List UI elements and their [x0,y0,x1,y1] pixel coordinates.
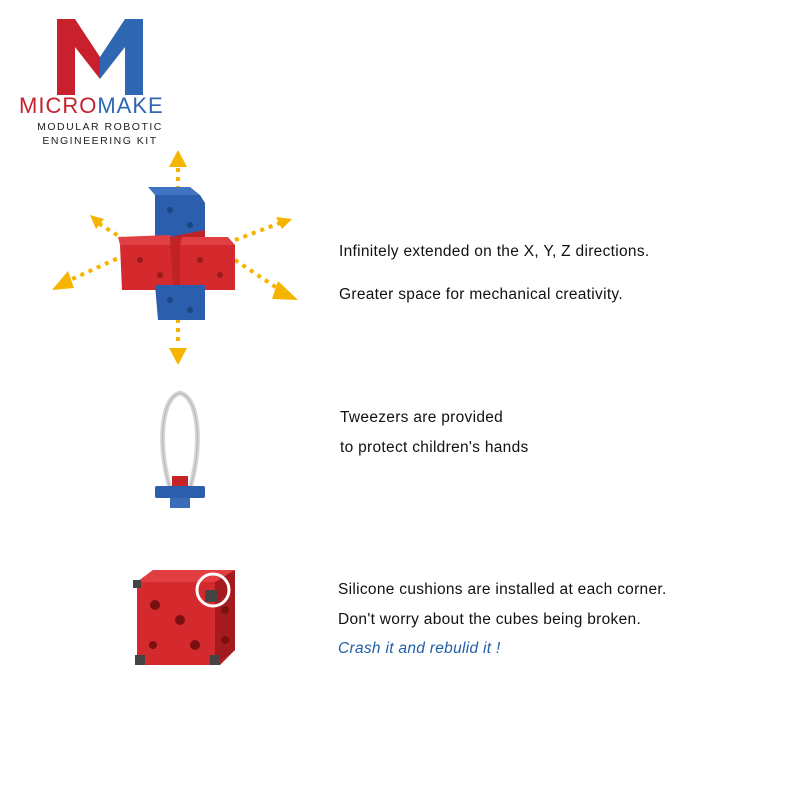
tweezers-illustration [140,388,220,523]
brand-tagline-line1: MODULAR ROBOTIC [37,121,163,133]
feature3-slogan: Crash it and rebulid it ! [338,640,501,657]
brand-name [19,94,184,118]
brand-tagline-line2: ENGINEERING KIT [42,135,158,147]
brand-name-part1: MICRO [19,93,98,118]
feature3-line2: Don't worry about the cubes being broken. [338,611,642,628]
micromake-logo-icon [55,17,145,97]
red-cube-illustration [125,560,245,675]
xyz-cubes-illustration [40,145,310,380]
feature1-line2: Greater space for mechanical creativity. [339,286,623,303]
feature1-line1: Infinitely extended on the X, Y, Z directions. [339,243,650,260]
feature3-line1: Silicone cushions are installed at each corner. [338,581,667,598]
brand-name-part2: MAKE [97,93,164,118]
feature2-line1: Tweezers are provided [340,409,504,426]
feature2-line2: to protect children's hands [340,439,529,456]
